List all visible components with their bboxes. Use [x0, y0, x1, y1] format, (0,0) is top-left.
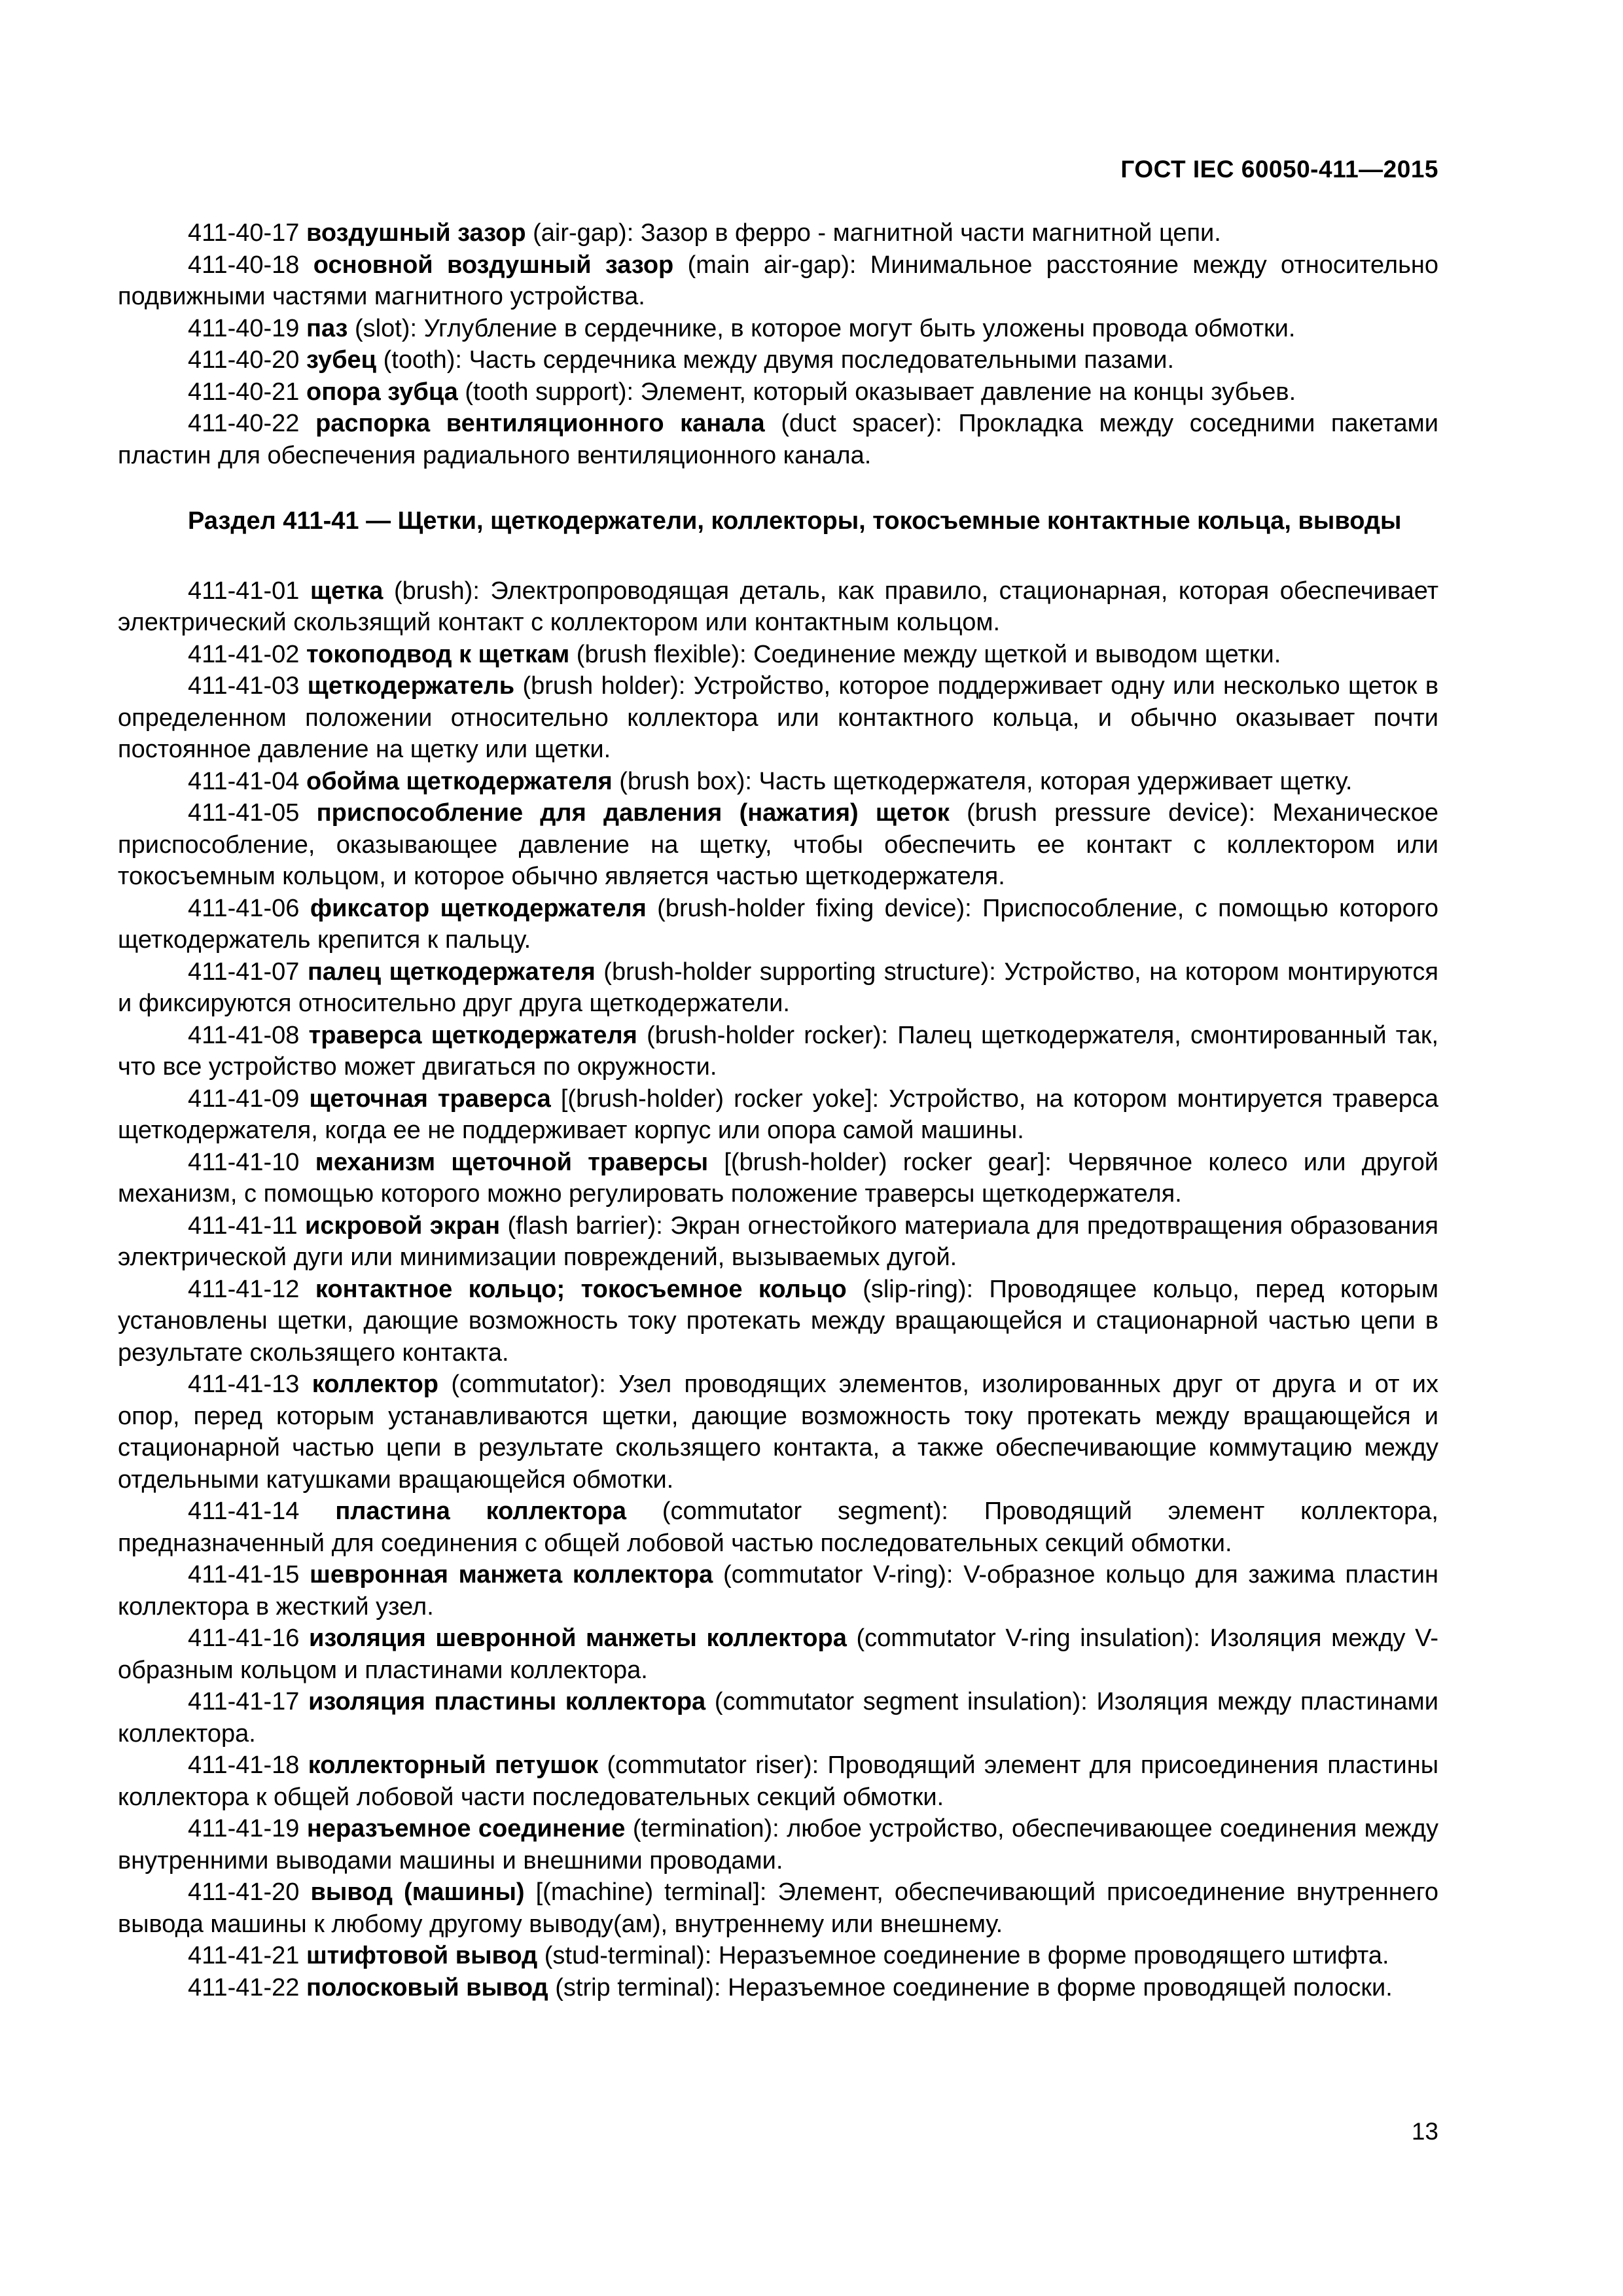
entry-definition: Часть сердечника между двумя последовательными пазами. — [469, 346, 1175, 374]
entry-english-term: (commutator riser): — [607, 1751, 819, 1779]
entry-number: 411-41-15 — [188, 1561, 300, 1588]
term-entry — [118, 1274, 1438, 1369]
entry-term: основной воздушный зазор — [313, 251, 674, 279]
entry-number: 411-41-16 — [188, 1624, 300, 1652]
entry-term: палец щеткодержателя — [307, 958, 596, 986]
entry-english-term: (termination): — [632, 1815, 779, 1842]
entry-number: 411-41-02 — [188, 640, 300, 668]
term-entry — [118, 893, 1438, 956]
term-entry — [118, 1147, 1438, 1210]
entry-definition: Электропроводящая деталь, как правило, стационарная, которая обеспечивает электрический скользящий контакт с коллектором или контактным кольцом. — [118, 577, 1439, 636]
term-entry — [118, 217, 1438, 249]
entry-number: 411-41-21 — [188, 1942, 300, 1969]
entry-english-term: (duct spacer): — [781, 410, 942, 437]
entry-term: контактное кольцо; токосъемное кольцо — [315, 1275, 847, 1303]
entry-english-term: (commutator segment): — [662, 1498, 948, 1525]
term-entry — [118, 1623, 1438, 1686]
term-entry — [118, 1940, 1438, 1972]
entry-term: штифтовой вывод — [306, 1942, 538, 1969]
entry-term: паз — [306, 314, 348, 342]
entry-english-term: (commutator): — [451, 1371, 606, 1398]
entry-number: 411-41-12 — [188, 1275, 300, 1303]
term-entry — [118, 344, 1438, 376]
term-entry — [118, 1496, 1438, 1559]
entry-number: 411-41-05 — [188, 799, 300, 827]
term-entry — [118, 670, 1438, 766]
section-heading: Раздел 411-41 — Щетки, щеткодержатели, коллекторы, токосъемные контактные кольца, выводы — [188, 507, 1402, 535]
entry-english-term: (brush): — [393, 577, 480, 605]
entry-term: пластина коллектора — [335, 1498, 626, 1525]
entries-section-411-41 — [118, 575, 1438, 2004]
entry-definition: V-образное кольцо для зажима пластин коллектора в жесткий узел. — [118, 1561, 1439, 1621]
term-entry — [118, 1559, 1438, 1623]
term-entry — [118, 639, 1438, 671]
entry-number: 411-41-03 — [188, 672, 300, 700]
entry-definition: Зазор в ферро - магнитной части магнитной цепи. — [640, 219, 1221, 247]
entry-term: опора зубца — [306, 378, 458, 406]
entry-english-term: (brush-holder rocker): — [647, 1021, 889, 1049]
entry-english-term: (flash barrier): — [507, 1211, 663, 1240]
entry-term: приспособление для давления (нажатия) щеток — [316, 799, 950, 827]
entry-definition: Проводящий элемент для присоединения пластины коллектора к общей лобовой части последовательных секций обмотки. — [118, 1751, 1439, 1811]
entry-term: траверса щеткодержателя — [308, 1021, 637, 1049]
entry-number: 411-41-19 — [188, 1815, 300, 1842]
entry-number: 411-40-18 — [188, 251, 300, 279]
entry-number: 411-41-10 — [188, 1148, 300, 1176]
entry-english-term: (brush-holder fixing device): — [657, 894, 972, 922]
entry-number: 411-41-06 — [188, 894, 300, 922]
entry-number: 411-41-11 — [188, 1211, 298, 1240]
term-entry — [118, 376, 1438, 408]
entry-english-term: (slot): — [355, 314, 418, 342]
entry-definition: Изоляция между V-образным кольцом и пластинами коллектора. — [118, 1624, 1439, 1684]
entry-term: шевронная манжета коллектора — [310, 1561, 713, 1588]
entry-term: механизм щеточной траверсы — [315, 1148, 709, 1176]
entry-english-term: (brush pressure device): — [967, 799, 1256, 827]
entry-english-term: (brush holder): — [522, 672, 686, 700]
entry-number: 411-41-18 — [188, 1751, 300, 1779]
term-entry — [118, 408, 1438, 471]
entry-definition: Палец щеткодержателя, смонтированный так, что все устройство может двигаться по окружности. — [118, 1021, 1439, 1081]
term-entry — [118, 1876, 1438, 1940]
entry-definition: Прокладка между соседними пакетами пластин для обеспечения радиального вентиляционного канала. — [118, 410, 1439, 469]
entry-definition: Червячное колесо или другой механизм, с помощью которого можно регулировать положение траверсы щеткодержателя. — [118, 1148, 1439, 1208]
entry-term: зубец — [306, 346, 377, 374]
entry-number: 411-40-20 — [188, 346, 300, 374]
entry-number: 411-41-08 — [188, 1021, 300, 1049]
entry-definition: Минимальное расстояние между относительно подвижными частями магнитного устройства. — [118, 251, 1439, 310]
entry-english-term: (air-gap): — [533, 219, 634, 247]
entry-term: воздушный зазор — [306, 219, 526, 247]
term-entry — [118, 1210, 1438, 1274]
entry-definition: Устройство, которое поддерживает одну или несколько щеток в определенном положении относительно коллектора или контактного кольца, и обычно оказывает почти постоянное давление на щетку или щетки. — [118, 672, 1439, 763]
entry-english-term: [(brush-holder) rocker yoke]: — [560, 1085, 880, 1113]
entry-term: вывод (машины) — [310, 1878, 525, 1906]
entry-english-term: [(machine) terminal]: — [535, 1878, 767, 1906]
term-entry — [118, 1972, 1438, 2004]
entry-english-term: (brush box): — [619, 767, 752, 795]
entry-english-term: (stud-terminal): — [544, 1942, 712, 1969]
entry-number: 411-40-22 — [188, 410, 300, 437]
entry-english-term: (tooth support): — [465, 378, 634, 406]
entry-definition: Неразъемное соединение в форме проводящей полоски. — [728, 1973, 1393, 2001]
term-entry — [118, 249, 1438, 313]
entry-term: неразъемное соединение — [306, 1815, 626, 1842]
entry-number: 411-41-07 — [188, 958, 300, 986]
entry-number: 411-41-01 — [188, 577, 300, 605]
entry-definition: Механическое приспособление, оказывающее давление на щетку, чтобы обеспечить ее контакт с коллектором или токосъемным кольцом, и которое обычно является частью щеткодержателя. — [118, 799, 1438, 890]
entry-definition: Соединение между щеткой и выводом щетки. — [753, 640, 1281, 668]
entry-term: щеткодержатель — [307, 672, 515, 700]
term-entry — [118, 956, 1438, 1020]
term-entry — [118, 797, 1438, 893]
entry-number: 411-41-14 — [188, 1498, 300, 1525]
entry-number: 411-41-09 — [188, 1085, 300, 1113]
entry-definition: Узел проводящих элементов, изолированных друг от друга и от их опор, перед которым устанавливаются щетки, дающие возможность току протекать между вращающейся и стационарной частью цепи в результате скользящего контакта, а также обеспечивающие коммутацию между отдельными катушками вращающейся обмотки. — [118, 1371, 1439, 1494]
entry-number: 411-41-20 — [188, 1878, 300, 1906]
entry-english-term: (commutator V-ring insulation): — [856, 1624, 1200, 1652]
term-entry — [118, 1749, 1438, 1813]
term-entry — [118, 766, 1438, 798]
entry-definition: Приспособление, с помощью которого щеткодержатель крепится к пальцу. — [118, 894, 1438, 954]
entry-english-term: (brush-holder supporting structure): — [603, 958, 996, 986]
entry-term: изоляция пластины коллектора — [308, 1688, 706, 1715]
entry-number: 411-41-22 — [188, 1973, 300, 2001]
entry-english-term: (slip-ring): — [863, 1275, 974, 1303]
entry-definition: Элемент, который оказывает давление на концы зубьев. — [640, 378, 1296, 406]
entry-term: изоляция шевронной манжеты коллектора — [309, 1624, 847, 1652]
term-entry — [118, 1686, 1438, 1749]
entry-term: распорка вентиляционного канала — [315, 410, 765, 437]
entry-number: 411-41-13 — [188, 1371, 300, 1398]
entry-english-term: (tooth): — [383, 346, 462, 374]
entry-definition: Проводящее кольцо, перед которым установлены щетки, дающие возможность току протекать между вращающейся и стационарной частью цепи в результате скользящего контакта. — [118, 1275, 1438, 1367]
term-entry — [118, 575, 1438, 639]
entry-term: коллектор — [312, 1371, 438, 1398]
entry-term: фиксатор щеткодержателя — [310, 894, 647, 922]
entry-definition: Устройство, на котором монтируется траверса щеткодержателя, когда ее не поддерживает корпус или опора самой машины. — [118, 1085, 1439, 1144]
entry-number: 411-41-17 — [188, 1688, 300, 1715]
entry-number: 411-40-19 — [188, 314, 300, 342]
entry-term: щетка — [310, 577, 383, 605]
entry-definition: Элемент, обеспечивающий присоединение внутреннего вывода машины к любому другому выводу(ам), внутреннему или внешнему. — [118, 1878, 1438, 1938]
entry-number: 411-40-17 — [188, 219, 300, 247]
entry-definition: Часть щеткодержателя, которая удерживает щетку. — [758, 767, 1353, 795]
entry-number: 411-40-21 — [188, 378, 300, 406]
term-entry — [118, 1020, 1438, 1083]
entry-term: искровой экран — [305, 1211, 501, 1240]
entry-term: обойма щеткодержателя — [306, 767, 613, 795]
entry-definition: Экран огнестойкого материала для предотвращения образования электрической дуги или минимизации повреждений, вызываемых дугой. — [118, 1211, 1438, 1271]
entry-term: щеточная траверса — [309, 1085, 551, 1113]
entry-term: токоподвод к щеткам — [306, 640, 570, 668]
entry-english-term: (commutator V-ring): — [723, 1561, 954, 1588]
entry-definition: Изоляция между пластинами коллектора. — [118, 1688, 1439, 1748]
entry-definition: любое устройство, обеспечивающее соединения между внутренними выводами машины и внешними проводами. — [118, 1815, 1439, 1874]
entry-definition: Неразъемное соединение в форме проводящего штифта. — [718, 1942, 1389, 1969]
entry-english-term: (commutator segment insulation): — [714, 1688, 1088, 1715]
page-number: 13 — [1411, 2118, 1438, 2145]
entry-english-term: (strip terminal): — [555, 1973, 721, 2001]
entries-section-411-40 — [118, 217, 1438, 471]
term-entry — [118, 1083, 1438, 1147]
entry-english-term: [(brush-holder) rocker gear]: — [724, 1148, 1052, 1176]
entry-definition: Углубление в сердечнике, в которое могут быть уложены провода обмотки. — [423, 314, 1296, 342]
term-entry — [118, 1813, 1438, 1876]
entry-definition: Устройство, на котором монтируются и фиксируются относительно друг друга щеткодержатели. — [118, 958, 1438, 1017]
entry-definition: Проводящий элемент коллектора, предназначенный для соединения с общей лобовой частью последовательных секций обмотки. — [118, 1498, 1438, 1557]
term-entry — [118, 313, 1438, 345]
entry-english-term: (brush flexible): — [576, 640, 747, 668]
entry-english-term: (main air-gap): — [687, 251, 857, 279]
entry-term: полосковый вывод — [306, 1973, 548, 2001]
entry-term: коллекторный петушок — [308, 1751, 599, 1779]
term-entry — [118, 1369, 1438, 1496]
entry-number: 411-41-04 — [188, 767, 300, 795]
page-content — [118, 217, 1438, 2003]
document-header: ГОСТ IEC 60050-411—2015 — [1120, 156, 1438, 183]
